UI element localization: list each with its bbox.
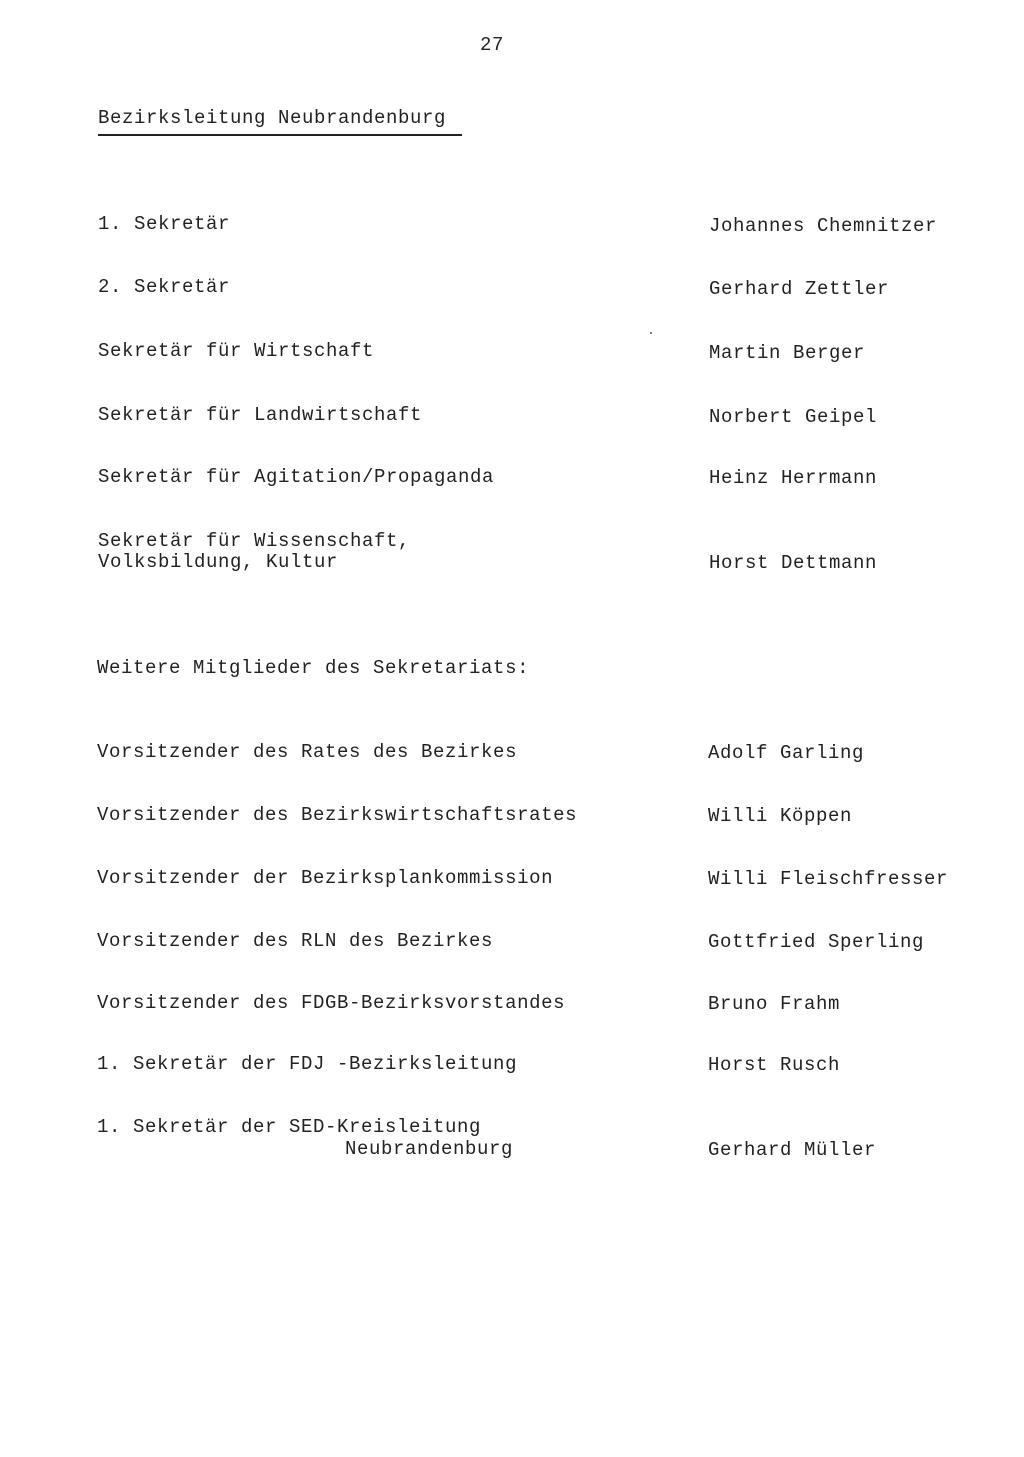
role-label: Sekretär für Wirtschaft <box>98 340 375 362</box>
person-name: Willi Köppen <box>708 805 853 827</box>
role-label: Vorsitzender des RLN des Bezirkes <box>97 930 494 952</box>
role-label: Vorsitzender des Rates des Bezirkes <box>97 741 518 763</box>
role-label: 2. Sekretär <box>98 276 231 298</box>
person-name: Bruno Frahm <box>708 993 841 1015</box>
heading-underline <box>98 134 462 136</box>
person-name: Norbert Geipel <box>709 406 878 428</box>
role-label: Vorsitzender des Bezirkswirtschaftsrates <box>97 804 578 826</box>
role-label: Vorsitzender des FDGB-Bezirksvorstandes <box>97 992 566 1014</box>
page-heading: Bezirksleitung Neubrandenburg <box>98 107 447 129</box>
person-name: Gottfried Sperling <box>708 931 925 953</box>
role-label: Sekretär für Landwirtschaft <box>98 404 423 426</box>
person-name: Johannes Chemnitzer <box>709 215 938 237</box>
role-label: 1. Sekretär der FDJ -Bezirksleitung <box>97 1053 518 1075</box>
person-name: Gerhard Zettler <box>709 278 890 300</box>
role-label-line1: 1. Sekretär der SED-Kreisleitung <box>97 1116 482 1138</box>
person-name: Willi Fleischfresser <box>708 868 949 890</box>
person-name: Adolf Garling <box>708 742 865 764</box>
person-name: Heinz Herrmann <box>709 467 878 489</box>
role-label: Vorsitzender der Bezirksplankommission <box>97 867 554 889</box>
person-name: Gerhard Müller <box>708 1139 877 1161</box>
person-name: Horst Rusch <box>708 1054 841 1076</box>
role-label: 1. Sekretär <box>98 213 231 235</box>
stray-dot <box>650 332 652 334</box>
role-label-line1: Sekretär für Wissenschaft, <box>98 530 411 552</box>
role-label: Sekretär für Agitation/Propaganda <box>98 466 495 488</box>
person-name: Martin Berger <box>709 342 866 364</box>
role-label-line2: Volksbildung, Kultur <box>98 551 339 573</box>
further-members-heading: Weitere Mitglieder des Sekretariats: <box>97 657 530 679</box>
person-name: Horst Dettmann <box>709 552 878 574</box>
role-label-line2: Neubrandenburg <box>345 1138 514 1160</box>
page-number: 27 <box>480 34 505 56</box>
